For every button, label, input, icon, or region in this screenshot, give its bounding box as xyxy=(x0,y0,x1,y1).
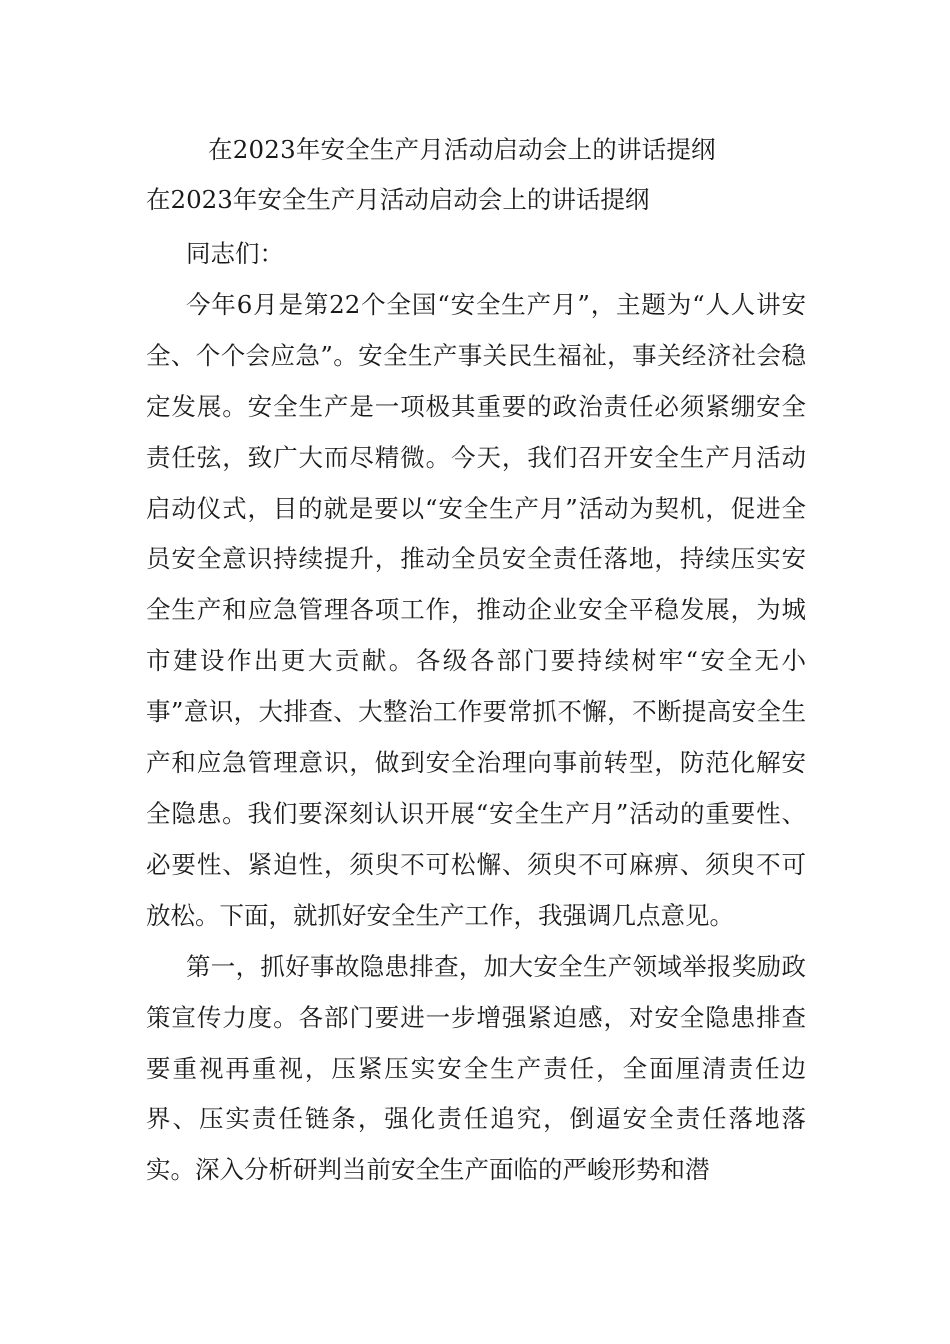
document-title: 在2023年安全生产月活动启动会上的讲话提纲 xyxy=(208,135,716,164)
greeting: 同志们： xyxy=(186,239,284,268)
document-body xyxy=(146,229,806,1196)
document-subtitle: 在2023年安全生产月活动启动会上的讲话提纲 xyxy=(146,185,650,214)
paragraph-first-point: 第一，抓好事故隐患排查，加大安全生产领域举报奖励政策宣传力度。各部门要进一步增强紧迫感，对安全隐患排查要重视再重视，压紧压实安全生产责任，全面厘清责任边界、压实责任链条，强化责任追究，倒逼安全责任落地落实。深入分析研判当前安全生产面临的严峻形势和潜 xyxy=(146,951,806,1185)
paragraph-intro: 今年6月是第22个全国“安全生产月”，主题为“人人讲安全、个个会应急”。安全生产事关民生福祉，事关经济社会稳定发展。安全生产是一项极其重要的政治责任必须紧绷安全责任弦，致广大而尽精微。今天，我们召开安全生产月活动启动仪式，目的就是要以“安全生产月”活动为契机，促进全员安全意识持续提升，推动全员安全责任落地，持续压实安全生产和应急管理各项工作，推动企业安全平稳发展，为城市建设作出更大贡献。各级各部门要持续树牢“安全无小事”意识，大排查、大整治工作要常抓不懈，不断提高安全生产和应急管理意识，做到安全治理向事前转型，防范化解安全隐患。我们要深刻认识开展“安全生产月”活动的重要性、必要性、紧迫性，须臾不可松懈、须臾不可麻痹、须臾不可放松。下面，就抓好安全生产工作，我强调几点意见。 xyxy=(146,289,806,930)
